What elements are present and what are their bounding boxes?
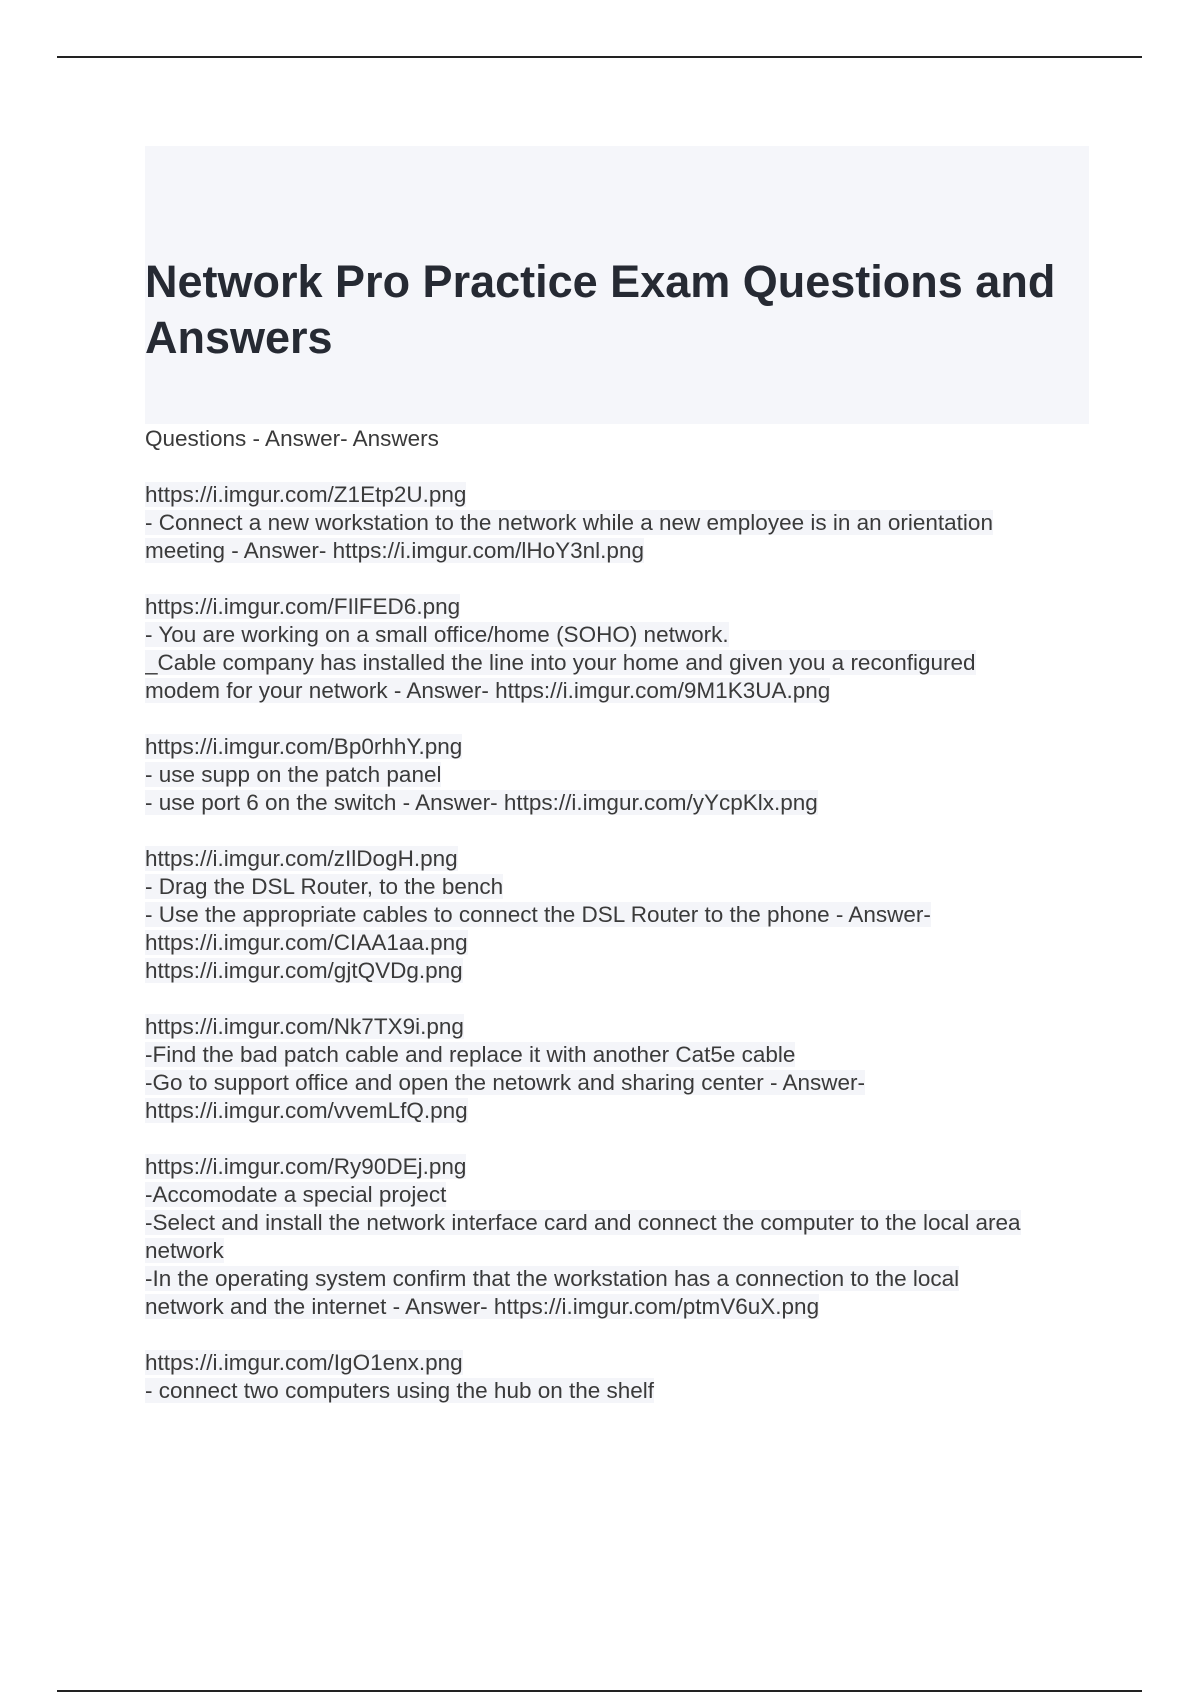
question-line — [145, 1377, 1095, 1405]
question-line-text: https://i.imgur.com/Nk7TX9i.png — [145, 1014, 464, 1039]
question-line-text: https://i.imgur.com/CIAA1aa.png — [145, 930, 468, 955]
question-line-text: network — [145, 1238, 224, 1263]
question-line — [145, 733, 1095, 761]
question-line — [145, 929, 1095, 957]
question-line — [145, 957, 1095, 985]
question-line-text: -Go to support office and open the netowrk and sharing center - Answer- — [145, 1070, 865, 1095]
bottom-rule — [57, 1690, 1142, 1692]
question-line — [145, 845, 1095, 873]
question-line-text: -Find the bad patch cable and replace it with another Cat5e cable — [145, 1042, 796, 1067]
question-line-text: https://i.imgur.com/Z1Etp2U.png — [145, 482, 467, 507]
question-line-text: -In the operating system confirm that the workstation has a connection to the local — [145, 1266, 960, 1291]
question-line-text: - use supp on the patch panel — [145, 762, 442, 787]
page-title: Network Pro Practice Exam Questions and Answers — [145, 256, 1056, 363]
question-line — [145, 509, 1095, 537]
question-item — [145, 733, 1095, 817]
question-line-text: _Cable company has installed the line into your home and given you a reconfigured — [145, 650, 976, 675]
question-line — [145, 761, 1095, 789]
question-line-text: https://i.imgur.com/IgO1enx.png — [145, 1350, 463, 1375]
question-line-text: - You are working on a small office/home (SOHO) network. — [145, 622, 729, 647]
question-line — [145, 1041, 1095, 1069]
question-item — [145, 481, 1095, 565]
question-line — [145, 1181, 1095, 1209]
question-line — [145, 621, 1095, 649]
question-item — [145, 845, 1095, 985]
question-line-text: meeting - Answer- https://i.imgur.com/lHoY3nl.png — [145, 538, 644, 563]
question-line — [145, 481, 1095, 509]
question-line — [145, 677, 1095, 705]
question-line — [145, 1153, 1095, 1181]
question-line-text: https://i.imgur.com/gjtQVDg.png — [145, 958, 463, 983]
question-line-text: -Select and install the network interface card and connect the computer to the local area — [145, 1210, 1021, 1235]
question-line — [145, 1293, 1095, 1321]
title-banner — [145, 146, 1089, 424]
question-line — [145, 1237, 1095, 1265]
question-line-text: https://i.imgur.com/zIlDogH.png — [145, 846, 458, 871]
question-item — [145, 593, 1095, 705]
question-line-text: https://i.imgur.com/FIlFED6.png — [145, 594, 461, 619]
question-line — [145, 1349, 1095, 1377]
question-list — [145, 481, 1095, 1405]
question-line — [145, 873, 1095, 901]
question-line — [145, 593, 1095, 621]
question-line — [145, 1265, 1095, 1293]
question-line-text: modem for your network - Answer- https://i.imgur.com/9M1K3UA.png — [145, 678, 831, 703]
question-item — [145, 1013, 1095, 1125]
question-line — [145, 537, 1095, 565]
question-line — [145, 649, 1095, 677]
question-line-text: - Drag the DSL Router, to the bench — [145, 874, 504, 899]
question-line — [145, 901, 1095, 929]
question-item — [145, 1153, 1095, 1321]
question-line-text: - connect two computers using the hub on the shelf — [145, 1378, 655, 1403]
question-line-text: - use port 6 on the switch - Answer- https://i.imgur.com/yYcpKlx.png — [145, 790, 818, 815]
question-line-text: https://i.imgur.com/Ry90DEj.png — [145, 1154, 467, 1179]
question-line — [145, 1013, 1095, 1041]
question-line — [145, 1069, 1095, 1097]
question-line-text: https://i.imgur.com/vvemLfQ.png — [145, 1098, 468, 1123]
question-line-text: -Accomodate a special project — [145, 1182, 447, 1207]
question-line — [145, 789, 1095, 817]
document-body — [145, 425, 1095, 1405]
document-subtitle: Questions - Answer- Answers — [145, 426, 439, 451]
question-line — [145, 1209, 1095, 1237]
question-line-text: - Connect a new workstation to the network while a new employee is in an orientation — [145, 510, 993, 535]
question-line-text: network and the internet - Answer- https://i.imgur.com/ptmV6uX.png — [145, 1294, 820, 1319]
question-item — [145, 1349, 1095, 1405]
question-line-text: - Use the appropriate cables to connect the DSL Router to the phone - Answer- — [145, 902, 931, 927]
question-line-text: https://i.imgur.com/Bp0rhhY.png — [145, 734, 463, 759]
top-rule — [57, 56, 1142, 58]
question-line — [145, 1097, 1095, 1125]
